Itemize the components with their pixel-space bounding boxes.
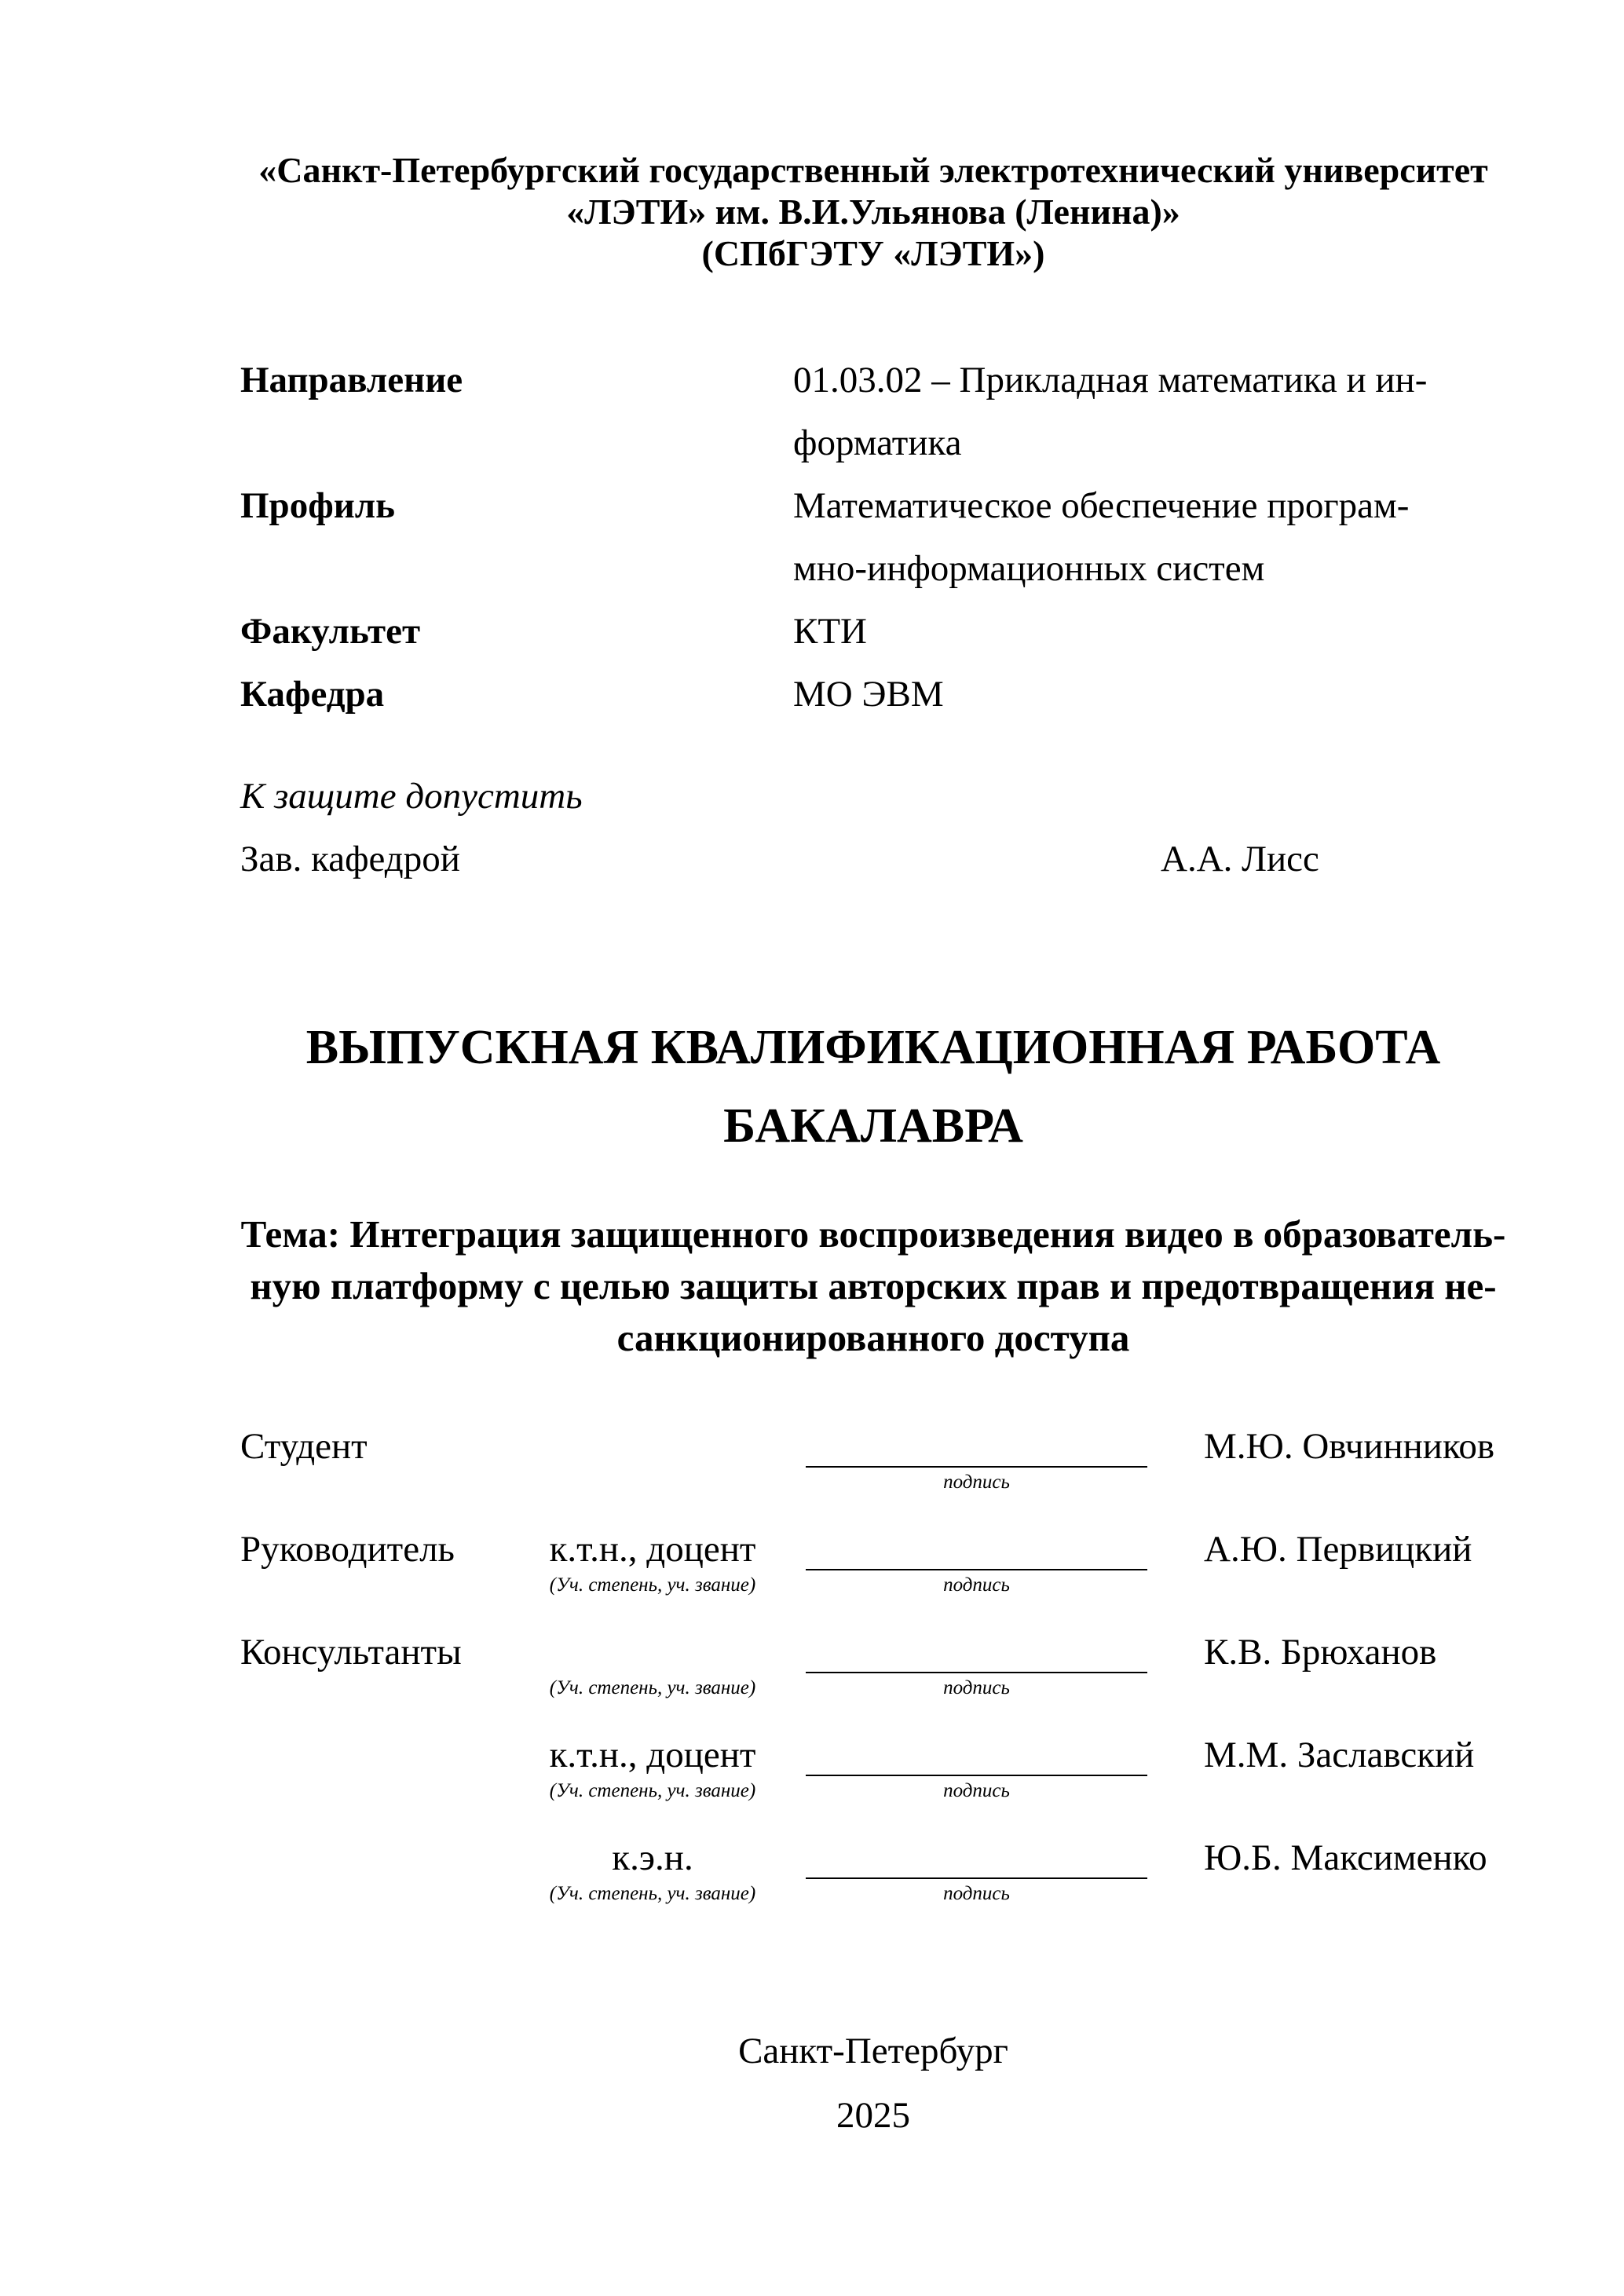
signature-field — [806, 1419, 1147, 1493]
info-value-line: Математическое обеспечение програм- — [793, 485, 1410, 526]
info-value-line: мно-информационных систем — [793, 548, 1265, 589]
info-label: Профиль — [240, 485, 396, 526]
info-label: Направление — [240, 360, 463, 400]
thesis-title — [240, 1008, 1506, 1165]
thesis-topic-line: санкционированного доступа — [616, 1316, 1130, 1359]
department-head-label: Зав. кафедрой — [240, 839, 460, 879]
degree-caption: (Уч. степень, уч. звание) — [549, 1574, 756, 1596]
admission-note: К защите допустить — [240, 776, 583, 817]
signatory — [1147, 1830, 1506, 1905]
signature-row-consultant-2 — [240, 1727, 1506, 1802]
signature-caption: подпись — [943, 1472, 1010, 1493]
signature-role — [240, 1522, 523, 1596]
info-value-line: КТИ — [793, 611, 867, 652]
footer — [240, 2019, 1506, 2148]
signature-field — [806, 1625, 1147, 1699]
admission-block — [240, 765, 1506, 890]
info-value-line: МО ЭВМ — [793, 674, 944, 715]
signature-role-label — [240, 1830, 523, 1879]
signature-row-student — [240, 1419, 1506, 1493]
info-row-profile — [240, 474, 1506, 600]
info-row-faculty — [240, 600, 1506, 663]
signature-field — [806, 1830, 1147, 1905]
info-label: Факультет — [240, 611, 421, 652]
signatory — [1147, 1625, 1506, 1699]
thesis-topic — [240, 1208, 1506, 1364]
signature-row-supervisor — [240, 1522, 1506, 1596]
signature-role-label: Студент — [240, 1426, 368, 1467]
thesis-topic-line: ную платформу с целью защиты авторских прав и предотвращения не- — [250, 1264, 1497, 1307]
signature-caption: подпись — [943, 1574, 1010, 1596]
signature-role-label: Руководитель — [240, 1529, 455, 1570]
degree-label: к.т.н., доцент — [549, 1529, 756, 1570]
signature-role-label: Консультанты — [240, 1632, 462, 1673]
signature-role — [240, 1830, 523, 1905]
signature-field — [806, 1727, 1147, 1802]
signature-line — [806, 1727, 1147, 1776]
city: Санкт-Петербург — [738, 2031, 1008, 2071]
info-value — [793, 663, 1506, 726]
info-row-direction — [240, 349, 1506, 474]
signatory-name: А.Ю. Первицкий — [1204, 1529, 1472, 1570]
signature-line — [806, 1830, 1147, 1879]
degree-caption: (Уч. степень, уч. звание) — [549, 1677, 756, 1698]
signatory — [1147, 1522, 1506, 1596]
signature-degree — [523, 1522, 782, 1596]
signature-role — [240, 1419, 523, 1493]
signature-degree — [523, 1830, 782, 1905]
thesis-title-line2: БАКАЛАВРА — [723, 1099, 1023, 1153]
signature-caption: подпись — [943, 1883, 1010, 1904]
signature-line — [806, 1419, 1147, 1468]
program-info-table — [240, 349, 1506, 726]
signature-row-consultant-1 — [240, 1625, 1506, 1699]
university-name-line: «Санкт-Петербургский государственный электротехнический университет — [258, 150, 1488, 190]
info-value-line: форматика — [793, 422, 962, 463]
department-head-row — [240, 828, 1506, 890]
signatory-name: М.Ю. Овчинников — [1204, 1426, 1495, 1467]
thesis-topic-line: Тема: Интеграция защищенного воспроизведения видео в образователь- — [240, 1212, 1506, 1256]
info-value — [793, 600, 1506, 663]
signatory — [1147, 1419, 1506, 1493]
signature-line — [806, 1625, 1147, 1673]
signature-row-consultant-3 — [240, 1830, 1506, 1905]
degree-label: к.т.н., доцент — [549, 1735, 756, 1775]
signatory-name: Ю.Б. Максименко — [1204, 1837, 1487, 1878]
signatory — [1147, 1727, 1506, 1802]
info-value — [793, 349, 1506, 474]
university-name-line: «ЛЭТИ» им. В.И.Ульянова (Ленина)» — [566, 192, 1180, 232]
signatory-name: К.В. Брюханов — [1204, 1632, 1437, 1673]
department-head-name: А.А. Лисс — [1161, 839, 1319, 879]
thesis-title-line1: ВЫПУСКНАЯ КВАЛИФИКАЦИОННАЯ РАБОТА — [305, 1021, 1441, 1074]
signature-degree — [523, 1625, 782, 1699]
degree-caption: (Уч. степень, уч. звание) — [549, 1883, 756, 1904]
university-name — [240, 149, 1506, 274]
info-label: Кафедра — [240, 674, 385, 715]
degree-caption: (Уч. степень, уч. звание) — [549, 1780, 756, 1801]
signature-role-label — [240, 1727, 523, 1776]
degree-label: к.э.н. — [612, 1837, 693, 1878]
year: 2025 — [836, 2095, 910, 2136]
signature-caption: подпись — [943, 1677, 1010, 1698]
info-value-line: 01.03.02 – Прикладная математика и ин- — [793, 360, 1428, 400]
signature-role — [240, 1625, 523, 1699]
signature-caption: подпись — [943, 1780, 1010, 1801]
info-row-department — [240, 663, 1506, 726]
signature-degree — [523, 1419, 782, 1493]
signatory-name: М.М. Заславский — [1204, 1735, 1475, 1775]
university-name-line: (СПбГЭТУ «ЛЭТИ») — [701, 233, 1045, 273]
signature-degree — [523, 1727, 782, 1802]
signature-role — [240, 1727, 523, 1802]
signature-field — [806, 1522, 1147, 1596]
signature-line — [806, 1522, 1147, 1570]
signature-table — [240, 1419, 1506, 1905]
info-value — [793, 474, 1506, 600]
